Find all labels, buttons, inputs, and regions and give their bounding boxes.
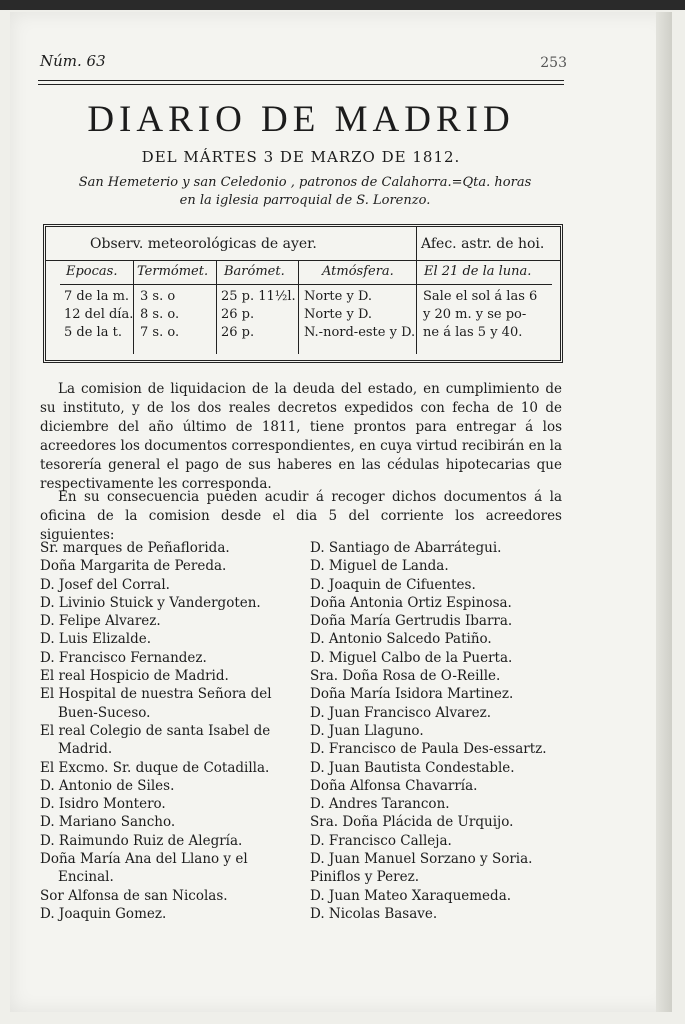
col-divider-2 xyxy=(216,261,217,354)
atmosphere-header: Atmósfera. xyxy=(322,264,394,279)
list-item: D. Luis Elizalde. xyxy=(40,631,152,648)
astro-line: Sale el sol á las 6 xyxy=(423,289,538,304)
list-item: D. Joaquin de Cifuentes. xyxy=(310,576,476,593)
list-item: El Hospital de nuestra Señora del xyxy=(40,686,272,703)
weather-divider-1 xyxy=(46,260,560,261)
list-item: El real Hospicio de Madrid. xyxy=(40,668,229,685)
list-item: D. Miguel de Landa. xyxy=(310,558,449,575)
list-item: D. Felipe Alvarez. xyxy=(40,613,161,630)
row-epoch: 7 de la m. xyxy=(64,289,130,304)
list-item: Sra. Doña Rosa de O-Reille. xyxy=(310,668,501,685)
page-number: 253 xyxy=(540,55,567,71)
list-item: Doña María Ana del Llano y el xyxy=(40,851,248,868)
list-item: D. Isidro Montero. xyxy=(40,796,166,813)
list-item: Encinal. xyxy=(58,869,114,886)
list-item: Buen-Suceso. xyxy=(58,704,151,721)
list-item: D. Nicolas Basave. xyxy=(310,905,438,922)
list-item: D. Santiago de Abarrátegui. xyxy=(310,540,502,556)
list-item: Doña Antonia Ortiz Espinosa. xyxy=(310,594,512,611)
list-item: Doña Margarita de Pereda. xyxy=(40,558,227,575)
list-item: D. Antonio Salcedo Patiño. xyxy=(310,631,492,648)
row-bar: 25 p. 11½l. xyxy=(221,289,296,304)
list-item: D. Francisco Fernandez. xyxy=(40,649,207,666)
list-item: Sr. marques de Peñaflorida. xyxy=(40,540,230,556)
list-item: Doña María Gertrudis Ibarra. xyxy=(310,613,513,630)
saints-line-1: San Hemeterio y san Celedonio , patronos de Calahorra.=Qta. horas xyxy=(78,175,532,190)
epochs-header: Epocas. xyxy=(66,264,118,279)
row-temp: 3 s. o xyxy=(140,289,176,304)
astro-line: y 20 m. y se po- xyxy=(423,307,527,322)
row-atmos: Norte y D. xyxy=(304,307,373,322)
row-temp: 7 s. o. xyxy=(140,325,180,340)
list-item: D. Raimundo Ruiz de Alegría. xyxy=(40,832,243,849)
barometer-header: Barómet. xyxy=(224,264,285,279)
row-atmos: N.-nord-este y D. xyxy=(304,325,416,340)
col-divider-3 xyxy=(298,261,299,354)
list-item: D. Antonio de Siles. xyxy=(40,777,175,794)
issue-number: Núm. 63 xyxy=(40,52,106,70)
saints-of-day xyxy=(60,174,550,210)
list-item: D. Juan Mateo Xaraquemeda. xyxy=(310,887,512,904)
astro-line: ne á las 5 y 40. xyxy=(423,325,523,340)
article-paragraph-1: La comision de liquidacion de la deuda del estado, en cumplimiento de su instituto, y de los dos reales decretos expedidos con fecha de 10 de diciembre del año último de 1811, tiene prontos para entregar á los acreedores los documentos correspondientes, en cuya virtud recibirán en la tesorería general el pago de sus haberes en las cédulas hipotecarias que respectivamente les corresponda. xyxy=(40,381,562,492)
list-item: D. Joaquin Gomez. xyxy=(40,905,167,922)
row-temp: 8 s. o. xyxy=(140,307,180,322)
header-rule-top xyxy=(38,80,564,81)
creditors-right-column xyxy=(310,539,566,923)
scan-top-border xyxy=(0,0,685,10)
astro-title: Afec. astr. de hoi. xyxy=(421,236,545,252)
list-item: El Excmo. Sr. duque de Cotadilla. xyxy=(40,759,270,776)
weather-title: Observ. meteorológicas de ayer. xyxy=(90,236,317,252)
list-item: D. Juan Llaguno. xyxy=(310,722,424,739)
list-item: D. Francisco Calleja. xyxy=(310,832,452,849)
moon-header: El 21 de la luna. xyxy=(424,264,532,279)
row-bar: 26 p. xyxy=(221,325,255,340)
list-item: Sor Alfonsa de san Nicolas. xyxy=(40,887,228,904)
astro-divider xyxy=(416,227,417,354)
list-item: D. Mariano Sancho. xyxy=(40,814,176,831)
list-item: D. Josef del Corral. xyxy=(40,576,170,593)
list-item: Sra. Doña Plácida de Urquijo. xyxy=(310,814,514,831)
list-item: D. Juan Bautista Condestable. xyxy=(310,759,515,776)
list-item: D. Livinio Stuick y Vandergoten. xyxy=(40,594,261,611)
list-item: D. Francisco de Paula Des-essartz. xyxy=(310,741,547,758)
thermometer-header: Termómet. xyxy=(137,264,209,279)
list-item: El real Colegio de santa Isabel de xyxy=(40,722,271,739)
weather-table xyxy=(43,224,563,363)
row-epoch: 12 del día. xyxy=(64,307,134,322)
list-item: Doña Alfonsa Chavarría. xyxy=(310,777,478,794)
list-item: D. Miguel Calbo de la Puerta. xyxy=(310,649,513,666)
row-atmos: Norte y D. xyxy=(304,289,373,304)
row-bar: 26 p. xyxy=(221,307,255,322)
masthead-title: DIARIO DE MADRID xyxy=(87,99,515,140)
list-item: Madrid. xyxy=(58,741,113,758)
creditors-left-column xyxy=(40,539,302,923)
saints-line-2: en la iglesia parroquial de S. Lorenzo. xyxy=(179,193,431,208)
page-edge xyxy=(656,12,672,1012)
list-item: Piniflos y Perez. xyxy=(310,869,419,886)
list-item: D. Andres Tarancon. xyxy=(310,796,450,813)
issue-date: DEL MÁRTES 3 DE MARZO DE 1812. xyxy=(141,148,461,166)
list-item: D. Juan Francisco Alvarez. xyxy=(310,704,492,721)
article-paragraph-2: En su consecuencia pueden acudir á recoger dichos documentos á la oficina de la comision desde el dia 5 del corriente los acreedores siguientes: xyxy=(40,489,562,543)
header-rule-bottom xyxy=(38,84,564,85)
list-item: D. Juan Manuel Sorzano y Soria. xyxy=(310,851,533,868)
list-item: Doña María Isidora Martinez. xyxy=(310,686,514,703)
row-epoch: 5 de la t. xyxy=(64,325,122,340)
